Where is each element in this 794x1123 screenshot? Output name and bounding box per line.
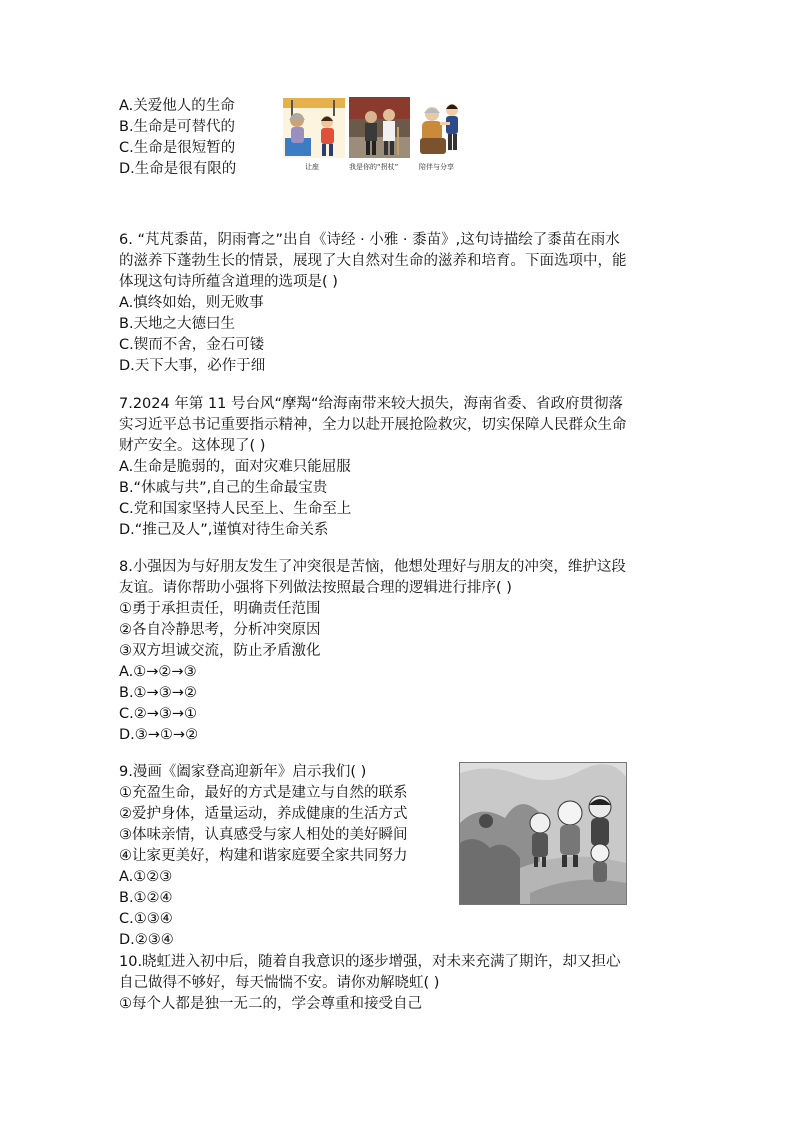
q7-stem-line-1: 7.2024 年第 11 号台风“摩羯“给海南带来较大损失，海南省委、省政府贯彻落 (119, 396, 624, 412)
q9-item-4: ④让家更美好，构建和谐家庭要全家共同努力 (119, 848, 408, 864)
q9-item-3: ③体味亲情，认真感受与家人相处的美好瞬间 (119, 827, 408, 843)
q9-cartoon-family-climbing (459, 762, 627, 905)
q8-item-3: ③双方坦诚交流，防止矛盾激化 (119, 643, 321, 659)
q5-picture-seat-offering (283, 98, 345, 158)
q5-option-a: A.关爱他人的生命 (119, 98, 235, 114)
q8-option-d: D.③→①→② (119, 727, 199, 743)
q7-stem-line-3: 财产安全。这体现了( ) (119, 438, 266, 454)
q6-option-b: B.天地之大德曰生 (119, 316, 236, 332)
q5-caption-seat: 让座 (305, 163, 319, 171)
q6-option-a: A.慎终如始，则无败事 (119, 295, 264, 311)
q9-option-c: C.①③④ (119, 911, 173, 927)
q7-option-d: D.“推己及人”,谨慎对待生命关系 (119, 522, 329, 538)
q7-option-b: B.“休戚与共”,自己的生命最宝贵 (119, 480, 328, 496)
q10-item-1: ①每个人都是独一无二的，学会尊重和接受自己 (119, 996, 422, 1012)
q10-stem-line-2: 自己做得不够好，每天惴惴不安。请你劝解晓虹( ) (119, 975, 440, 991)
q7-option-a: A.生命是脆弱的，面对灾难只能屈服 (119, 459, 351, 475)
q5-option-b: B.生命是可替代的 (119, 119, 236, 135)
q8-stem-line-1: 8.小强因为与好朋友发生了冲突很是苦恼，他想处理好与朋友的冲突，维护这段 (119, 559, 626, 575)
q8-option-c: C.②→③→① (119, 706, 198, 722)
q6-stem-line-2: 的滋养下蓬勃生长的情景，展现了大自然对生命的滋养和培育。下面选项中，能 (119, 253, 627, 269)
q9-stem: 9.漫画《阖家登高迎新年》启示我们( ) (119, 764, 367, 780)
q10-stem-line-1: 10.晓虹进入初中后，随着自我意识的逐步增强，对未来充满了期许，却又担心 (119, 954, 621, 970)
q8-stem-line-2: 友谊。请你帮助小强将下列做法按照最合理的逻辑进行排序( ) (119, 580, 512, 596)
q7-stem-line-2: 实习近平总书记重要指示精神，全力以赴开展抢险救灾，切实保障人民群众生命 (119, 417, 627, 433)
q5-caption-companionship: 陪伴与分享 (419, 163, 454, 171)
q9-option-a: A.①②③ (119, 869, 173, 885)
q5-option-c: C.生命是很短暂的 (119, 140, 236, 156)
q6-stem-line-1: 6. “芃芃黍苗，阴雨膏之”出自《诗经 · 小雅 · 黍苗》,这句诗描绘了黍苗在雨水 (119, 232, 620, 248)
q8-item-1: ①勇于承担责任，明确责任范围 (119, 601, 321, 617)
q6-option-c: C.锲而不舍，金石可镂 (119, 337, 265, 353)
q7-option-c: C.党和国家坚持人民至上、生命至上 (119, 501, 352, 517)
q6-option-d: D.天下大事，必作于细 (119, 358, 266, 374)
q5-picture-companionship (414, 98, 466, 158)
q6-stem-line-3: 体现这句诗所蕴含道理的选项是( ) (119, 274, 338, 290)
q9-item-2: ②爱护身体，适量运动，养成健康的生活方式 (119, 806, 408, 822)
q9-option-b: B.①②④ (119, 890, 173, 906)
q9-item-1: ①充盈生命，最好的方式是建立与自然的联系 (119, 785, 408, 801)
q5-caption-cane: 我是你的“拐杖” (349, 163, 399, 171)
q8-item-2: ②各自冷静思考，分析冲突原因 (119, 622, 321, 638)
q8-option-a: A.①→②→③ (119, 664, 197, 680)
q5-option-d: D.生命是很有限的 (119, 161, 237, 177)
q5-picture-walking-cane (349, 97, 410, 158)
q9-option-d: D.②③④ (119, 932, 174, 948)
q8-option-b: B.①→③→② (119, 685, 197, 701)
